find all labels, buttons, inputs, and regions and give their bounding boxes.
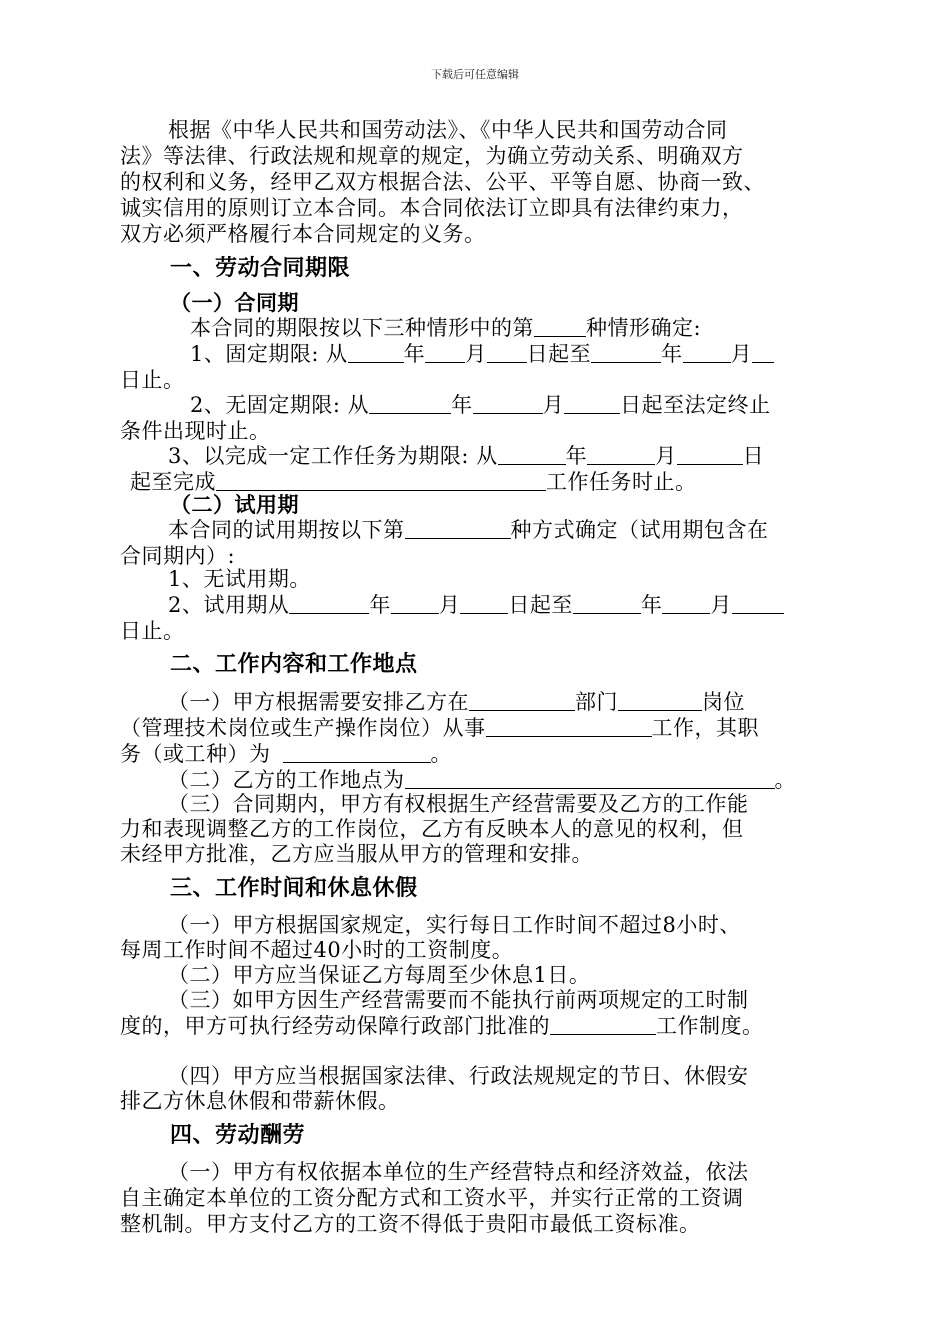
option-fixed-term-end: 日止。	[120, 368, 185, 392]
blank-field[interactable]	[591, 342, 661, 363]
work-location: （二）乙方的工作地点为 。	[168, 768, 796, 792]
section-1-sub-1: （一）合同期	[170, 291, 299, 315]
probation-choice: 本合同的试用期按以下第 种方式确定（试用期包含在	[168, 518, 769, 542]
probation-period: 2、试用期从 年 月 日起至 年 月	[168, 592, 784, 618]
work-assignment-3: 务（或工种）为 。	[120, 742, 452, 766]
hours-line-2: 每周工作时间不超过40小时的工资制度。	[120, 938, 514, 962]
blank-field[interactable]	[405, 518, 511, 539]
section-1-title: 一、劳动合同期限	[170, 256, 351, 281]
intro-line-4: 诚实信用的原则订立本合同。本合同依法订立即具有法律约束力，	[120, 196, 744, 220]
blank-field[interactable]	[534, 316, 586, 337]
probation-choice-end: 合同期内）:	[120, 544, 236, 568]
intro-line-1: 根据《中华人民共和国劳动法》、《中华人民共和国劳动合同	[168, 118, 728, 142]
special-hours-line-2: 度的，甲方可执行经劳动保障行政部门批准的 工作制度。	[120, 1014, 764, 1038]
blank-field[interactable]	[469, 690, 575, 711]
blank-field[interactable]	[425, 342, 465, 363]
blank-field[interactable]	[732, 593, 784, 614]
blank-field[interactable]	[662, 593, 710, 614]
blank-field[interactable]	[573, 593, 641, 614]
blank-field[interactable]	[216, 470, 546, 491]
blank-field[interactable]	[683, 342, 731, 363]
blank-field[interactable]	[752, 342, 774, 363]
option-task-term-end: 起至完成 工作任务时止。	[130, 470, 697, 494]
section-1-sub-2: （二）试用期	[170, 493, 299, 517]
blank-field[interactable]	[677, 444, 743, 465]
option-fixed-term: 1、固定期限: 从 年 月 日起至 年 月	[190, 341, 774, 367]
blank-field[interactable]	[405, 768, 775, 789]
hours-line-1: （一）甲方根据国家规定，实行每日工作时间不超过8小时、	[168, 913, 741, 937]
work-adjust-line-1: （三）合同期内，甲方有权根据生产经营需要及乙方的工作能	[168, 792, 749, 816]
holiday-line-2: 排乙方休息休假和带薪休假。	[120, 1089, 400, 1113]
option-open-term-end: 条件出现时止。	[120, 419, 271, 443]
salary-line-2: 自主确定本单位的工资分配方式和工资水平，并实行正常的工资调	[120, 1186, 744, 1210]
blank-field[interactable]	[369, 393, 451, 414]
blank-field[interactable]	[587, 444, 655, 465]
intro-line-5: 双方必须严格履行本合同规定的义务。	[120, 222, 486, 246]
blank-field[interactable]	[348, 342, 404, 363]
blank-field[interactable]	[498, 444, 566, 465]
blank-field[interactable]	[473, 393, 543, 414]
probation-period-end: 日止。	[120, 619, 185, 643]
blank-field[interactable]	[486, 716, 652, 737]
blank-field[interactable]	[564, 393, 620, 414]
option-task-term: 3、以完成一定工作任务为期限: 从 年 月 日	[168, 444, 765, 468]
blank-field[interactable]	[550, 1014, 656, 1035]
contract-term-choice: 本合同的期限按以下三种情形中的第 种情形确定:	[190, 316, 702, 340]
salary-line-3: 整机制。甲方支付乙方的工资不得低于贵阳市最低工资标准。	[120, 1212, 701, 1236]
blank-field[interactable]	[618, 690, 702, 711]
blank-field[interactable]	[460, 593, 508, 614]
section-3-title: 三、工作时间和休息休假	[170, 876, 418, 901]
blank-field[interactable]	[289, 593, 369, 614]
work-assignment-2: （管理技术岗位或生产操作岗位）从事 工作，其职	[120, 716, 759, 740]
blank-field[interactable]	[391, 593, 439, 614]
probation-none: 1、无试用期。	[168, 567, 311, 591]
work-adjust-line-2: 力和表现调整乙方的工作岗位，乙方有反映本人的意见的权利，但	[120, 817, 744, 841]
section-2-title: 二、工作内容和工作地点	[170, 652, 418, 677]
blank-field[interactable]	[283, 742, 431, 763]
section-4-title: 四、劳动酬劳	[170, 1123, 306, 1148]
option-open-term: 2、无固定期限: 从 年 月 日起至法定终止	[190, 393, 771, 417]
work-assignment: （一）甲方根据需要安排乙方在 部门 岗位	[168, 690, 745, 714]
work-adjust-line-3: 未经甲方批准，乙方应当服从甲方的管理和安排。	[120, 842, 593, 866]
salary-line-1: （一）甲方有权依据本单位的生产经营特点和经济效益，依法	[168, 1160, 749, 1184]
intro-line-2: 法》等法律、行政法规和规章的规定，为确立劳动关系、明确双方	[120, 144, 744, 168]
intro-line-3: 的权利和义务，经甲乙双方根据合法、公平、平等自愿、协商一致、	[120, 170, 765, 194]
rest-day-line: （二）甲方应当保证乙方每周至少休息1日。	[168, 963, 591, 987]
holiday-line-1: （四）甲方应当根据国家法律、行政法规规定的节日、休假安	[168, 1064, 749, 1088]
special-hours-line-1: （三）如甲方因生产经营需要而不能执行前两项规定的工时制	[168, 988, 749, 1012]
header-note: 下载后可任意编辑	[431, 68, 519, 81]
blank-field[interactable]	[487, 342, 527, 363]
